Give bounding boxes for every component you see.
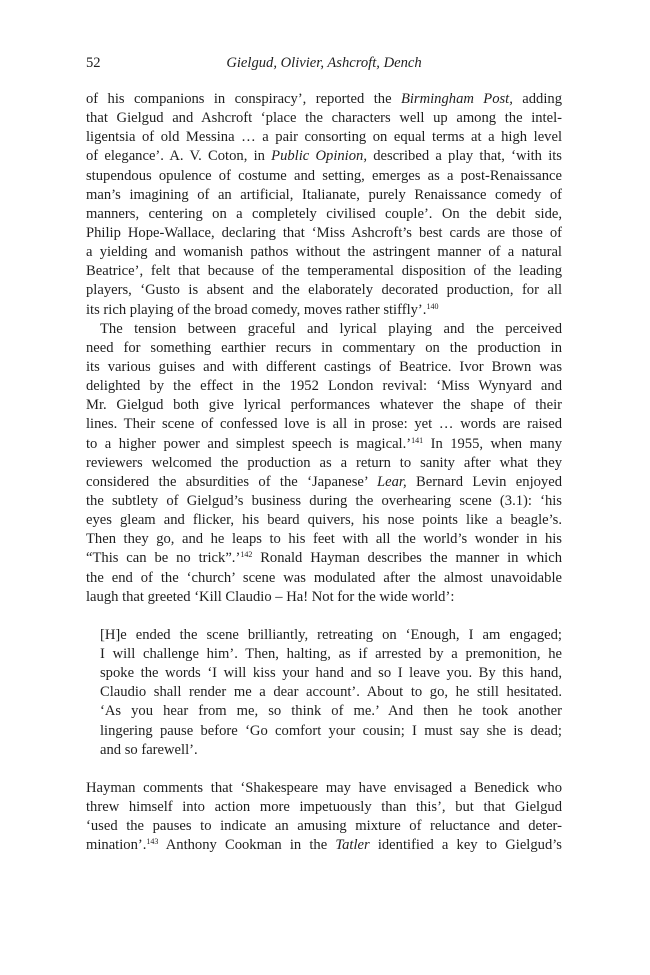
- footnote-ref: 143: [146, 837, 159, 847]
- text-line: lines. Their scene of confessed love is all in prose: yet … words are raised: [86, 416, 562, 433]
- quote-line: spoke the words ‘I will kiss your hand and so I leave you. By this hand,: [100, 665, 562, 682]
- text-line: “This can be no trick”.’$^{142}$ Ronald Hayman describes the manner in which: [86, 550, 562, 567]
- quote-line: lingering pause before ‘Go comfort your cousin; I must say she is dead;: [100, 722, 562, 739]
- text-line: Beatrice’, felt that because of the temperamental disposition of the leading: [86, 263, 562, 280]
- block-quote: [86, 626, 562, 760]
- text-line: The tension between graceful and lyrical playing and the perceived: [100, 320, 562, 337]
- text-line: ‘used the pauses to indicate an amusing mixture of reluctance and deter-: [86, 818, 562, 835]
- text-line: the subtlety of Gielgud’s business during the overhearing scene (3.1): ‘his: [86, 492, 562, 509]
- paragraph-1: [86, 90, 562, 320]
- text-line: ligentsia of old Messina … a pair consorting on equal terms at a high level: [86, 129, 562, 146]
- footnote-ref: 141: [411, 435, 424, 445]
- text-line: mination’.$^{143}$ Anthony Cookman in the Tatler identified a key to Gielgud’s: [86, 837, 562, 854]
- play-title: Lear,: [377, 473, 407, 490]
- text-line: Mr. Gielgud both give lyrical performances whatever the shape of their: [86, 397, 562, 414]
- footnote-ref: 142: [240, 550, 253, 560]
- text-line: manners, centering on a completely civilised couple’. On the debit side,: [86, 205, 562, 222]
- text-line: players, ‘Gusto is absent and the elaborately decorated production, for all: [86, 282, 562, 299]
- paragraph-3: [86, 779, 562, 856]
- text-line: laugh that greeted ‘Kill Claudio – Ha! Not for the wide world’:: [86, 588, 455, 605]
- text-line: that Gielgud and Ashcroft ‘place the characters well up among the intel-: [86, 110, 562, 127]
- text-line: eyes gleam and flicker, his beard quivers, his nose points like a beagle’s.: [86, 512, 562, 529]
- text-line: Philip Hope-Wallace, declaring that ‘Miss Ashcroft’s best cards are those of: [86, 224, 562, 241]
- text-line: stupendous opulence of costume and setting, emerges as a post-Renaissance: [86, 167, 562, 184]
- publication-title: Public Opinion,: [271, 148, 367, 165]
- text-line: reviewers welcomed the production as a return to sanity after what they: [86, 454, 562, 471]
- quote-line: [H]e ended the scene brilliantly, retreating on ‘Enough, I am engaged;: [100, 626, 562, 643]
- quote-line: Claudio shall render me a dear account’. About to go, he still hesitated.: [100, 684, 562, 701]
- text-line: of his companions in conspiracy’, reported the Birmingham Post, adding: [86, 91, 562, 107]
- text-line: a yielding and womanish pathos without the astringent manner of a natural: [86, 244, 562, 261]
- publication-title: Tatler: [335, 837, 370, 854]
- text-line: of elegance’. A. V. Coton, in Public Opinion, described a play that, ‘with its: [86, 148, 562, 165]
- running-head: [86, 55, 562, 77]
- text-line: need for something earthier recurs in commentary on the production in: [86, 339, 562, 356]
- text-line: Hayman comments that ‘Shakespeare may have envisaged a Benedick who: [86, 779, 562, 796]
- publication-title: Birmingham Post,: [400, 91, 513, 107]
- quote-line: ‘As you hear from me, so think of me.’ And then he took another: [100, 703, 562, 720]
- text-line: the end of the ‘church’ scene was modulated after the almost unavoidable: [86, 569, 562, 586]
- paragraph-2: [86, 320, 562, 607]
- quote-line: and so farewell’.: [100, 741, 198, 758]
- text-line: Then they go, and he leaps to his feet with all the world’s wonder in his: [86, 531, 562, 548]
- text-line: considered the absurdities of the ‘Japanese’ Lear, Bernard Levin enjoyed: [86, 473, 562, 490]
- quote-line: I will challenge him’. Then, halting, as if arrested by a premonition, he: [100, 645, 562, 662]
- text-line: its various guises and with different castings of Beatrice. Ivor Brown was: [86, 358, 562, 375]
- text-line: man’s imagining of an artificial, Italianate, purely Renaissance comedy of: [86, 186, 562, 203]
- text-line: its rich playing of the broad comedy, moves rather stiffly’.$^{140}$: [86, 301, 439, 318]
- text-line: threw himself into action more impetuously than this’, but that Gielgud: [86, 798, 562, 815]
- footnote-ref: 140: [426, 301, 439, 311]
- running-title: Gielgud, Olivier, Ashcroft, Dench: [226, 55, 422, 71]
- text-line: to a higher power and simplest speech is magical.’$^{141}$ In 1955, when many: [86, 435, 562, 452]
- body-text: [86, 90, 562, 855]
- page-number: 52: [86, 55, 101, 71]
- text-line: delighted by the effect in the 1952 London revival: ‘Miss Wynyard and: [86, 378, 562, 395]
